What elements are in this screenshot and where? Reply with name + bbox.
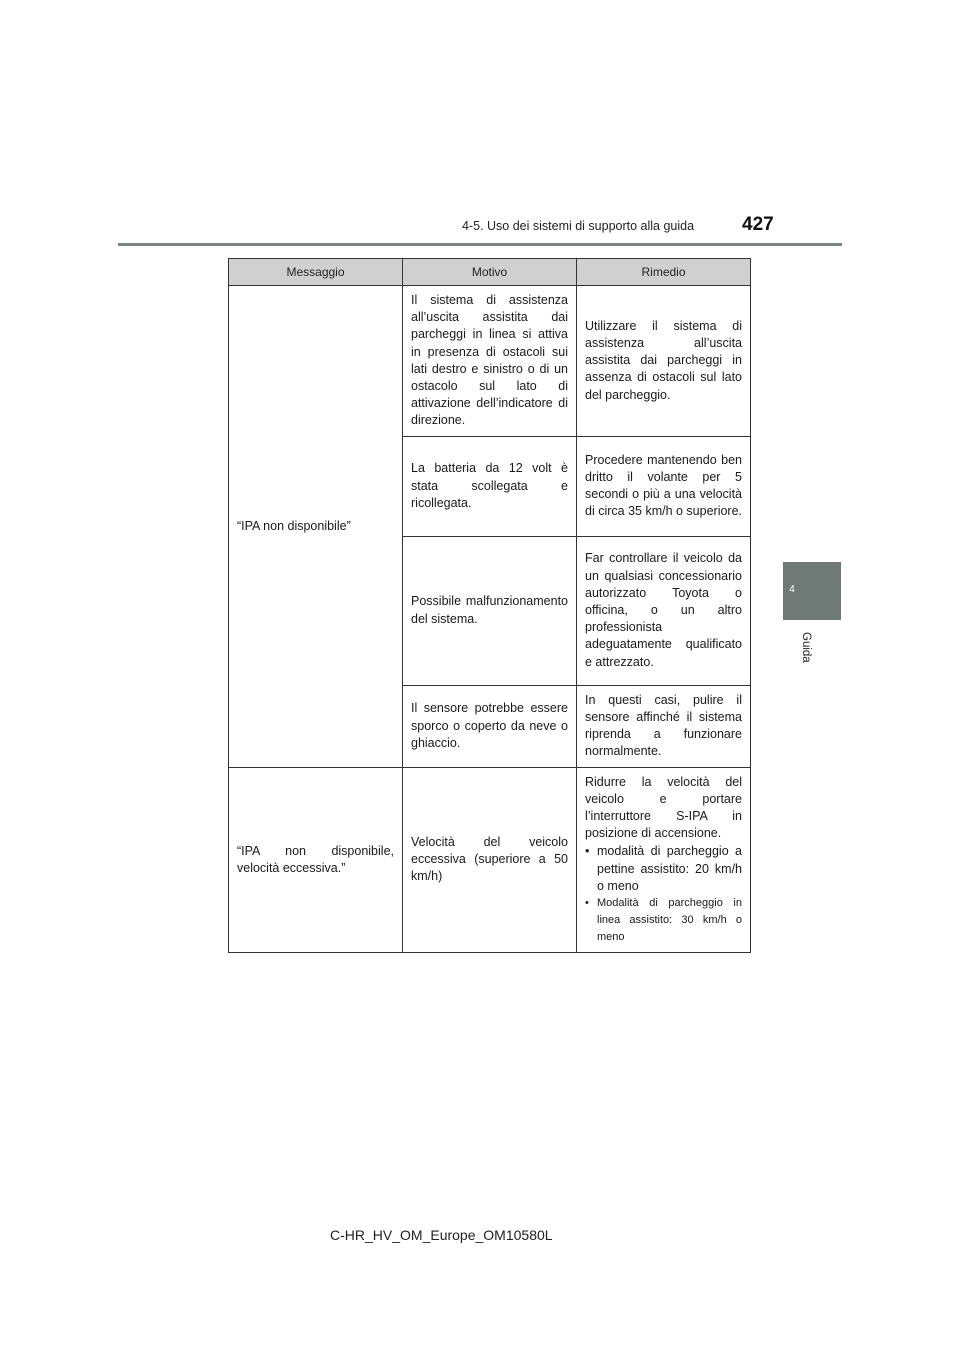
remedy-bullet-list xyxy=(585,843,742,946)
list-item: • modalità di parcheggio a pettine assistito: 20 km/h o meno xyxy=(585,843,742,895)
message-table xyxy=(228,258,751,953)
section-title: 4-5. Uso dei sistemi di supporto alla guida xyxy=(462,219,695,233)
message-cell: “IPA non disponibile” xyxy=(229,286,403,768)
chapter-label: Guida xyxy=(800,632,812,663)
chapter-number: 4 xyxy=(789,584,795,595)
remedy-cell: In questi casi, pulire il sensore affinché il sistema riprenda a funzionare normalmente. xyxy=(577,685,751,767)
column-header-remedy: Rimedio xyxy=(577,259,751,286)
table-header-row xyxy=(229,259,751,286)
reason-cell: Possibile malfunzionamento del sistema. xyxy=(403,536,577,685)
list-item: • Modalità di parcheggio in linea assistito: 30 km/h o meno xyxy=(585,895,742,946)
remedy-cell: Procedere mantenendo ben dritto il volante per 5 secondi o più a una velocità di circa 35 km/h o superiore. xyxy=(577,436,751,536)
remedy-cell: Far controllare il veicolo da un qualsiasi concessionario autorizzato Toyota o officina, o un altro professionista adeguatamente qualificato e attrezzato. xyxy=(577,536,751,685)
message-cell: “IPA non disponibile, velocità eccessiva.” xyxy=(229,767,403,952)
remedy-cell: Utilizzare il sistema di assistenza all’uscita assistita dai parcheggi in assenza di ostacoli sul lato del parcheggio. xyxy=(577,286,751,437)
reason-cell: Il sensore potrebbe essere sporco o coperto da neve o ghiaccio. xyxy=(403,685,577,767)
header-divider xyxy=(118,243,842,246)
document-code: C-HR_HV_OM_Europe_OM10580L xyxy=(330,1227,553,1243)
chapter-tab xyxy=(783,562,841,620)
table-row xyxy=(229,767,751,952)
reason-cell: La batteria da 12 volt è stata scollegata e ricollegata. xyxy=(403,436,577,536)
page-number: 427 xyxy=(742,214,774,235)
remedy-text: Ridurre la velocità del veicolo e portare l’interruttore S-IPA in posizione di accensione. xyxy=(585,774,742,841)
column-header-reason: Motivo xyxy=(403,259,577,286)
reason-cell: Il sistema di assistenza all’uscita assistita dai parcheggi in linea si attiva in presenza di ostacoli sui lati destro e sinistro o di un ostacolo sul lato di attivazione dell’indicatore di direzione. xyxy=(403,286,577,437)
column-header-message: Messaggio xyxy=(229,259,403,286)
table-row xyxy=(229,286,751,437)
remedy-cell xyxy=(577,767,751,952)
reason-cell: Velocità del veicolo eccessiva (superiore a 50 km/h) xyxy=(403,767,577,952)
